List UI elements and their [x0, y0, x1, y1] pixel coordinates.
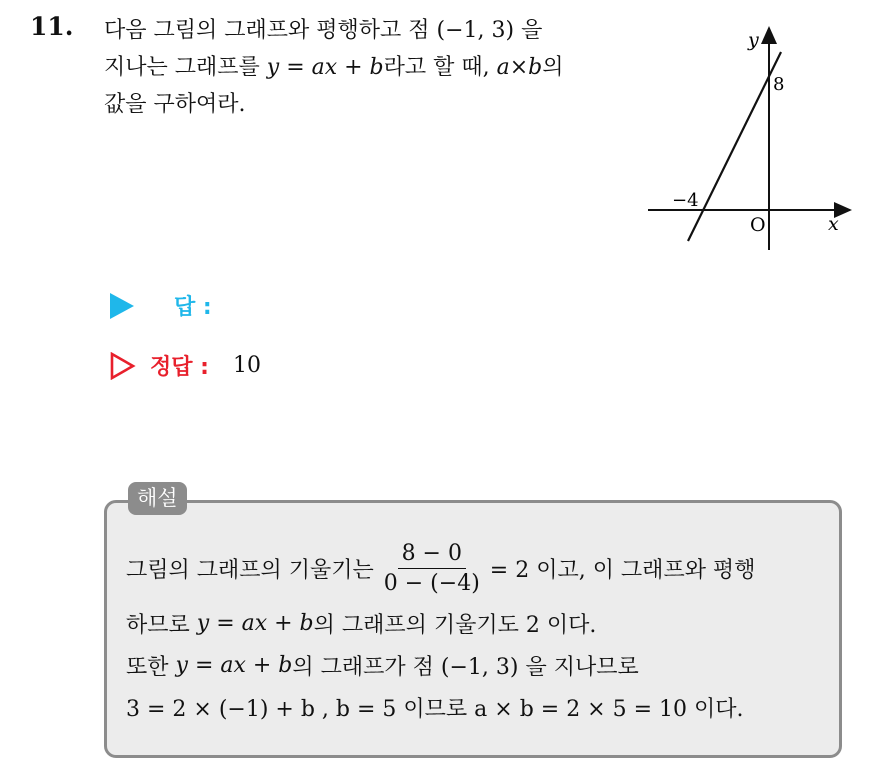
- explanation-body: [126, 534, 836, 728]
- fraction-denominator: 0 − (−4): [383, 570, 480, 596]
- question-line-2-a: 지나는 그래프를: [104, 55, 267, 80]
- product-a-b: a×b: [496, 55, 543, 80]
- x-axis-label: x: [828, 213, 839, 235]
- question-line-2-b: 라고 할 때,: [383, 55, 497, 80]
- y-intercept-label: 8: [773, 74, 785, 95]
- outline-triangle-icon: [110, 352, 136, 380]
- line-graph: [640, 20, 860, 250]
- question-number: 11.: [30, 12, 74, 41]
- explanation-tag: 해설: [128, 482, 187, 515]
- question-line-3: 값을 구하여라.: [104, 92, 246, 117]
- y-axis-label: y: [748, 29, 759, 51]
- question-line-1: 다음 그림의 그래프와 평행하고 점 (−1, 3) 을: [104, 18, 543, 43]
- correct-answer-row: [110, 350, 261, 381]
- explanation-line-3-a: 또한: [126, 654, 169, 680]
- graph-line: [688, 52, 781, 241]
- explanation-line-1: [126, 534, 836, 602]
- answer-label: 답 :: [174, 295, 212, 320]
- explanation-line-1-b: = 2 이고, 이 그래프와 평행: [489, 557, 756, 583]
- question-line-2: [104, 49, 624, 86]
- origin-label: O: [750, 214, 766, 236]
- explanation-line-3: [126, 644, 836, 686]
- explanation-line-2: [126, 602, 836, 644]
- slope-fraction: [380, 541, 484, 596]
- explanation-line-2-b: 의 그래프의 기울기도 2 이다.: [313, 612, 597, 638]
- correct-answer-value: 10: [232, 353, 261, 378]
- answer-row: [110, 290, 212, 321]
- fraction-numerator: 8 − 0: [398, 541, 466, 569]
- explanation-line-3-b: 의 그래프가 점 (−1, 3) 을 지나므로: [292, 654, 639, 680]
- question-line-2-c: 의: [542, 55, 564, 80]
- explanation-line-1-a: 그림의 그래프의 기울기는: [126, 557, 374, 583]
- x-intercept-label: −4: [672, 190, 699, 211]
- play-triangle-icon: [110, 293, 134, 319]
- equation-y-ax-b: y = ax + b: [266, 55, 384, 80]
- explanation-line-4-text: 3 = 2 × (−1) + b , b = 5 이므로 a × b = 2 × 5 = 10 이다.: [126, 696, 744, 722]
- explanation-line-4: [126, 686, 836, 728]
- explanation-equation-2: y = ax + b: [175, 652, 293, 678]
- question-text: [104, 12, 624, 123]
- explanation-equation-1: y = ax + b: [196, 610, 314, 636]
- explanation-line-2-a: 하므로: [126, 612, 190, 638]
- correct-answer-label: 정답 :: [150, 355, 209, 380]
